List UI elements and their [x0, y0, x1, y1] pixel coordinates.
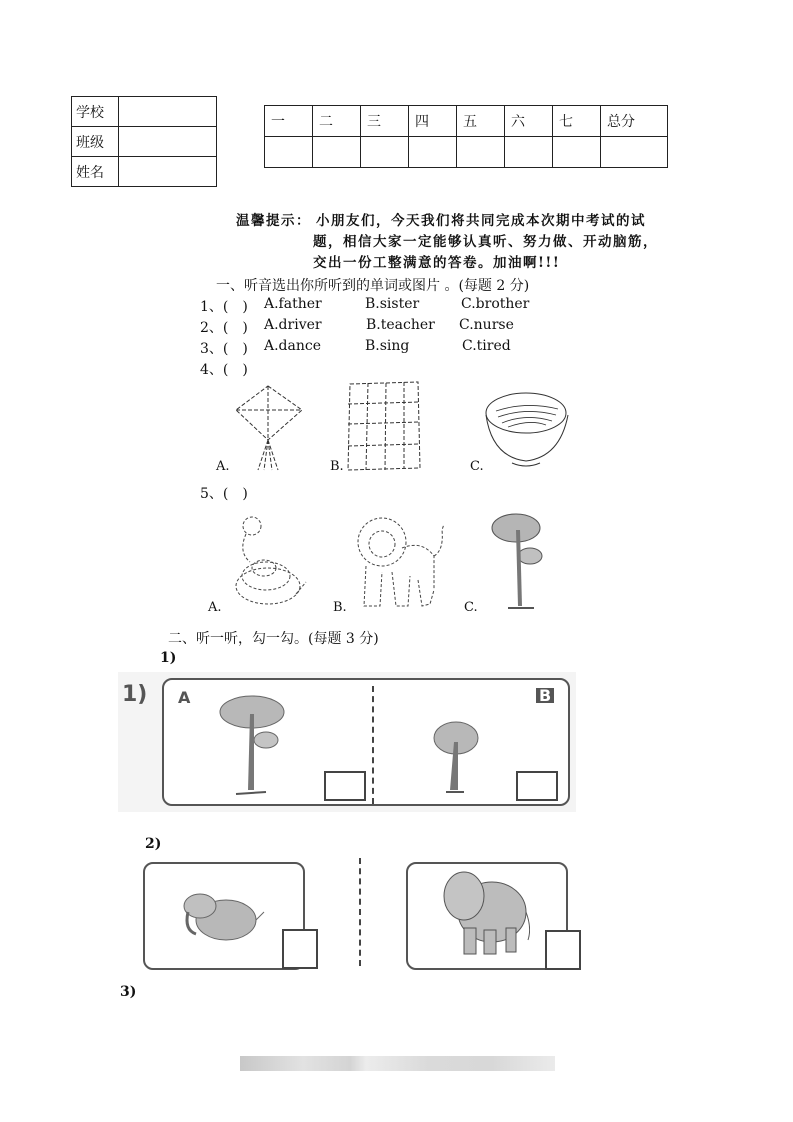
score-header-total: 总分	[601, 106, 668, 137]
question-2	[200, 317, 600, 337]
score-header: 一	[265, 106, 313, 137]
option-b: B.sister	[365, 296, 420, 312]
question-number: 3、( )	[200, 341, 248, 357]
option-a: A.driver	[264, 317, 322, 333]
option-a: A.father	[264, 296, 322, 312]
section2-item-2-number: 2)	[145, 836, 162, 852]
score-header: 五	[457, 106, 505, 137]
info-label-name: 姓名	[72, 157, 119, 187]
score-table	[264, 105, 668, 168]
option-c: C.brother	[461, 296, 530, 312]
option-b: B.sing	[365, 338, 410, 354]
tall-tree-icon	[218, 692, 288, 798]
q4-label-c: C.	[470, 459, 484, 474]
score-header: 七	[553, 106, 601, 137]
snake-icon	[228, 512, 308, 612]
short-tree-icon	[432, 720, 482, 796]
score-cell[interactable]	[313, 137, 361, 168]
question-number: 2、( )	[200, 320, 248, 336]
small-elephant-icon	[176, 890, 266, 946]
score-header: 三	[361, 106, 409, 137]
name-field[interactable]	[119, 157, 217, 187]
noodle-bowl-icon	[482, 385, 572, 470]
q4-label-a: A.	[216, 459, 230, 474]
answer-box-a[interactable]	[324, 771, 366, 801]
option-c: C.tired	[462, 338, 511, 354]
card-letter-a: A	[178, 688, 191, 707]
student-info-table	[71, 96, 217, 187]
info-label-class: 班级	[72, 127, 119, 157]
question-3	[200, 338, 600, 358]
card-letter-b: B	[536, 688, 554, 703]
section1-title: 一、听音选出你所听到的单词或图片 。(每题 2 分)	[216, 278, 530, 294]
section2-item-3-number: 3)	[120, 984, 137, 1000]
question-5-number: 5、( )	[200, 486, 248, 502]
score-cell[interactable]	[265, 137, 313, 168]
option-c: C.nurse	[459, 317, 514, 333]
tip-line-2: 题，相信大家一定能够认真听、努力做、开动脑筋，	[313, 234, 658, 250]
question-1	[200, 296, 600, 316]
score-cell[interactable]	[409, 137, 457, 168]
info-label-school: 学校	[72, 97, 119, 127]
score-header: 二	[313, 106, 361, 137]
score-cell-total[interactable]	[601, 137, 668, 168]
answer-box-b[interactable]	[516, 771, 558, 801]
section2-item-1-number: 1)	[160, 650, 177, 666]
answer-box-big-elephant[interactable]	[545, 930, 581, 970]
card-number: 1)	[122, 682, 148, 707]
kite-icon	[232, 382, 312, 474]
chocolate-bar-icon	[340, 378, 422, 473]
score-header: 四	[409, 106, 457, 137]
q5-label-a: A.	[208, 600, 222, 615]
big-elephant-icon	[440, 868, 530, 960]
score-cell[interactable]	[505, 137, 553, 168]
tip-label: 温馨提示：	[236, 213, 311, 229]
option-b: B.teacher	[366, 317, 435, 333]
score-header: 六	[505, 106, 553, 137]
q5-label-c: C.	[464, 600, 478, 615]
divider-dashed	[372, 686, 374, 804]
item-1-picture	[118, 672, 576, 812]
score-cell[interactable]	[457, 137, 505, 168]
tree-icon	[490, 510, 550, 614]
q4-label-b: B.	[330, 459, 344, 474]
answer-box-small-elephant[interactable]	[282, 929, 318, 969]
question-number: 1、( )	[200, 299, 248, 315]
tip-line-1: 小朋友们，今天我们将共同完成本次期中考试的试	[316, 213, 646, 229]
section2-title: 二、听一听，勾一勾。(每题 3 分)	[168, 631, 379, 647]
class-field[interactable]	[119, 127, 217, 157]
option-a: A.dance	[264, 338, 322, 354]
q5-label-b: B.	[333, 600, 347, 615]
score-cell[interactable]	[553, 137, 601, 168]
tip-line-3: 交出一份工整满意的答卷。加油啊!!!	[313, 255, 561, 271]
divider-dashed	[359, 858, 361, 966]
lion-icon	[352, 510, 452, 612]
school-field[interactable]	[119, 97, 217, 127]
blurred-footer	[240, 1056, 555, 1071]
score-cell[interactable]	[361, 137, 409, 168]
question-4-number: 4、( )	[200, 362, 248, 378]
